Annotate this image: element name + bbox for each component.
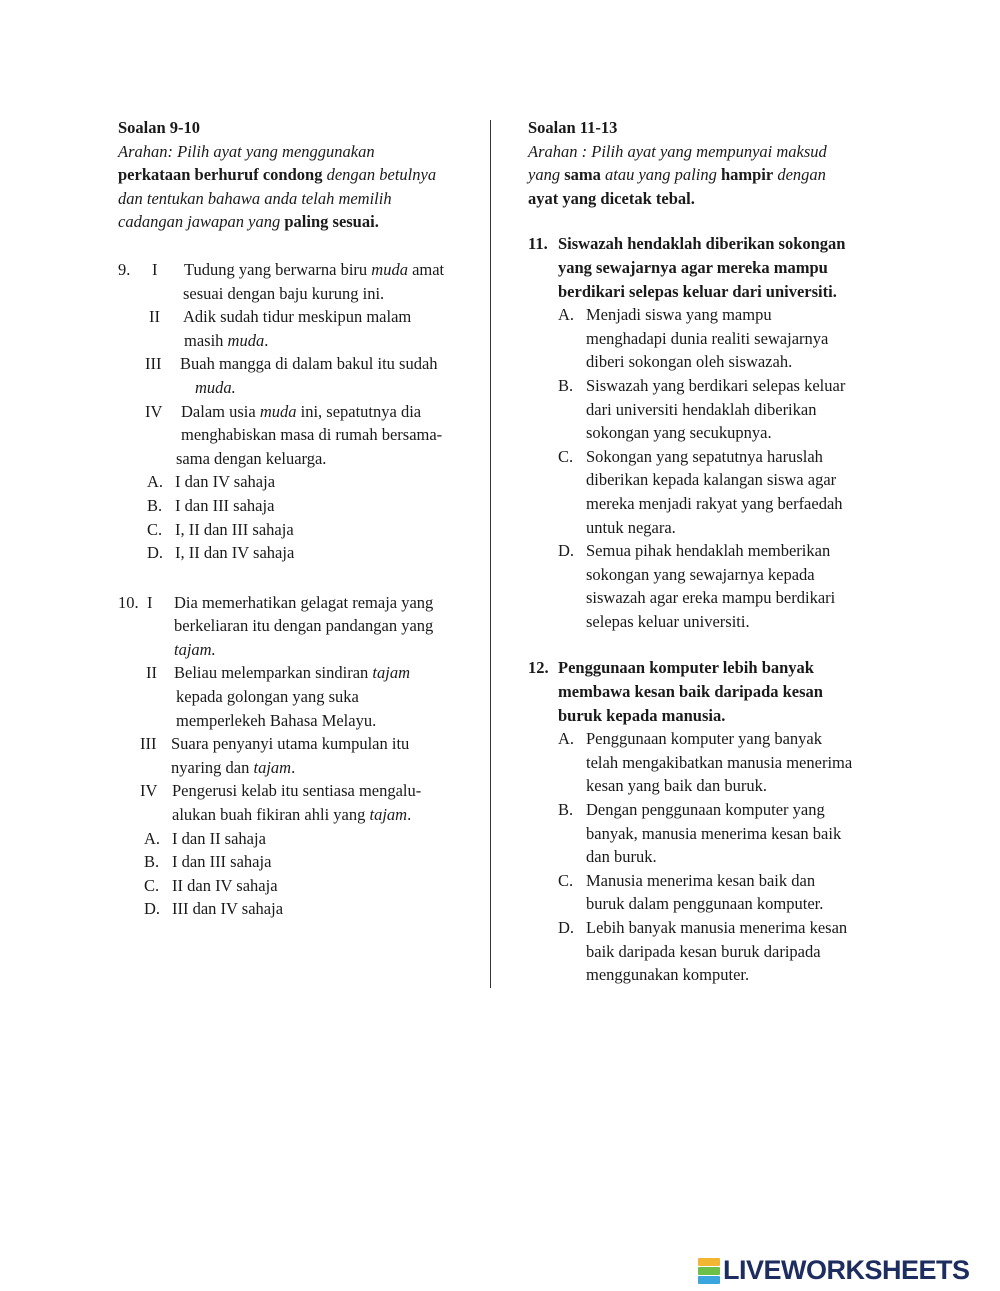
option-letter: C. bbox=[558, 870, 574, 890]
option-text: baik daripada kesan buruk daripada bbox=[586, 941, 821, 961]
option-letter: B. bbox=[147, 495, 163, 515]
column-divider bbox=[490, 120, 491, 988]
option-text: dan buruk. bbox=[586, 847, 657, 867]
option-text: diberikan kepada kalangan siswa agar bbox=[586, 470, 837, 490]
instruction-bold: sama bbox=[564, 165, 601, 185]
roman-numeral: II bbox=[149, 307, 160, 327]
option-letter: B. bbox=[558, 800, 574, 820]
option-text: I dan IV sahaja bbox=[175, 472, 276, 492]
option-text: I dan III sahaja bbox=[175, 495, 275, 515]
answer-option[interactable] bbox=[147, 494, 478, 518]
option-text: buruk dalam penggunaan komputer. bbox=[586, 894, 824, 914]
option-text: I, II dan IV sahaja bbox=[175, 543, 295, 563]
option-text: sokongan yang secukupnya. bbox=[586, 423, 772, 443]
statement-text: sama dengan keluarga. bbox=[176, 448, 327, 468]
instructions bbox=[528, 140, 900, 211]
statement-text: menghabiskan masa di rumah bersama- bbox=[181, 425, 443, 445]
question-stem: Siswazah hendaklah diberikan sokongan bbox=[558, 234, 846, 254]
option-text: banyak, manusia menerima kesan baik bbox=[586, 823, 842, 843]
statement-text: amat bbox=[407, 259, 445, 279]
option-text: selepas keluar universiti. bbox=[586, 611, 750, 631]
question-stem: yang sewajarnya agar mereka mampu bbox=[558, 257, 828, 277]
instruction-bold: hampir bbox=[720, 165, 774, 185]
option-letter: A. bbox=[558, 305, 575, 325]
statement-text: Beliau melemparkan sindiran bbox=[174, 663, 373, 683]
instruction-bold: ayat yang dicetak tebal. bbox=[528, 188, 695, 208]
statement-text: nyaring dan bbox=[171, 757, 254, 777]
question-10 bbox=[118, 591, 478, 921]
question-stem: membawa kesan baik daripada kesan bbox=[558, 682, 823, 702]
left-column bbox=[118, 116, 478, 921]
option-letter: D. bbox=[144, 899, 161, 919]
answer-option[interactable] bbox=[558, 539, 900, 633]
italic-word: muda bbox=[259, 401, 297, 421]
option-text: III dan IV sahaja bbox=[172, 899, 284, 919]
roman-numeral: III bbox=[145, 354, 162, 374]
question-number: 12. bbox=[528, 658, 549, 678]
option-letter: B. bbox=[144, 852, 160, 872]
statement-text: . bbox=[407, 805, 412, 825]
answer-option[interactable] bbox=[144, 850, 478, 874]
instruction-line: Arahan: Pilih ayat yang menggunakan bbox=[118, 141, 375, 161]
instruction-line: dan tentukan bahawa anda telah memilih bbox=[118, 188, 392, 208]
option-text: untuk negara. bbox=[586, 517, 676, 537]
option-text: II dan IV sahaja bbox=[172, 875, 278, 895]
option-letter: D. bbox=[558, 541, 575, 561]
roman-numeral: IV bbox=[140, 781, 158, 801]
statement-text: Dia memerhatikan gelagat remaja yang bbox=[174, 592, 434, 612]
question-number: 11. bbox=[528, 234, 548, 254]
instruction-italic: cadangan jawapan yang bbox=[118, 212, 285, 232]
logo-icon bbox=[698, 1258, 720, 1284]
roman-numeral: I bbox=[152, 259, 158, 279]
option-text: Penggunaan komputer yang banyak bbox=[586, 729, 822, 749]
option-letter: A. bbox=[558, 729, 575, 749]
instruction-bold: perkataan berhuruf condong bbox=[118, 165, 323, 185]
answer-option[interactable] bbox=[558, 303, 900, 374]
answer-option[interactable] bbox=[558, 445, 900, 539]
instruction-bold: paling sesuai. bbox=[284, 212, 379, 232]
option-text: Sokongan yang sepatutnya haruslah bbox=[586, 446, 823, 466]
option-text: diberi sokongan oleh siswazah. bbox=[586, 352, 793, 372]
right-column bbox=[528, 116, 900, 987]
answer-option[interactable] bbox=[558, 727, 900, 798]
option-text: kesan yang baik dan buruk. bbox=[586, 776, 767, 796]
section-heading: Soalan 9-10 bbox=[118, 118, 201, 137]
statement-text: Tudung yang berwarna biru bbox=[184, 259, 372, 279]
question-stem: buruk kepada manusia. bbox=[558, 705, 726, 725]
option-text: Lebih banyak manusia menerima kesan bbox=[586, 918, 848, 937]
option-text: Manusia menerima kesan baik dan bbox=[586, 870, 816, 890]
answer-option[interactable] bbox=[144, 874, 478, 898]
statement-text: memperlekeh Bahasa Melayu. bbox=[176, 710, 377, 730]
option-text: sokongan yang sewajarnya kepada bbox=[586, 564, 815, 584]
statement-text: kepada golongan yang suka bbox=[176, 687, 359, 707]
italic-word: muda bbox=[227, 330, 265, 350]
option-text: dari universiti hendaklah diberikan bbox=[586, 399, 817, 419]
roman-numeral: III bbox=[140, 734, 157, 754]
statement-text: Suara penyanyi utama kumpulan itu bbox=[171, 734, 410, 754]
statement-text: alukan buah fikiran ahli yang bbox=[172, 805, 370, 825]
statement-text: masih bbox=[184, 330, 228, 350]
option-text: Siswazah yang berdikari selepas keluar bbox=[586, 375, 846, 395]
statement-text: Buah mangga di dalam bakul itu sudah bbox=[180, 354, 438, 374]
italic-word: muda bbox=[371, 259, 408, 279]
option-letter: D. bbox=[147, 543, 164, 563]
question-number: 9. bbox=[118, 259, 131, 279]
question-12 bbox=[528, 656, 900, 986]
question-11 bbox=[528, 232, 900, 633]
option-text: menggunakan komputer. bbox=[586, 965, 750, 985]
answer-option[interactable] bbox=[558, 869, 900, 916]
italic-word: tajam bbox=[253, 757, 292, 777]
question-number: 10. bbox=[118, 592, 139, 612]
italic-word: tajam bbox=[372, 663, 410, 683]
statement-text: berkeliaran itu dengan pandangan yang bbox=[174, 616, 434, 636]
question-stem: berdikari selepas keluar dari universiti. bbox=[558, 281, 837, 301]
instruction-italic: dengan bbox=[773, 165, 826, 185]
logo-text: LIVEWORKSHEETS bbox=[723, 1255, 970, 1285]
option-letter: D. bbox=[558, 918, 575, 937]
instruction-italic: dengan betulnya bbox=[322, 165, 437, 185]
statement-text: Pengerusi kelab itu sentiasa mengalu- bbox=[172, 781, 422, 801]
option-text: I, II dan III sahaja bbox=[175, 519, 294, 539]
roman-numeral: IV bbox=[145, 401, 163, 421]
question-9 bbox=[118, 258, 478, 565]
answer-option[interactable] bbox=[144, 897, 478, 921]
question-stem: Penggunaan komputer lebih banyak bbox=[558, 658, 814, 678]
option-text: I dan III sahaja bbox=[172, 852, 272, 872]
instructions bbox=[118, 140, 478, 234]
italic-word: muda. bbox=[195, 377, 236, 397]
option-text: siswazah agar ereka mampu berdikari bbox=[586, 588, 836, 608]
answer-option[interactable] bbox=[558, 798, 900, 869]
italic-word: tajam bbox=[369, 805, 408, 825]
answer-option[interactable] bbox=[558, 916, 900, 987]
instruction-italic: yang bbox=[528, 165, 565, 185]
option-text: telah mengakibatkan manusia menerima bbox=[586, 752, 853, 772]
option-text: menghadapi dunia realiti sewajarnya bbox=[586, 328, 829, 348]
answer-option[interactable] bbox=[147, 541, 478, 565]
statement-text: . bbox=[291, 757, 296, 777]
option-letter: A. bbox=[144, 828, 161, 848]
answer-option[interactable] bbox=[147, 470, 478, 494]
option-letter: C. bbox=[558, 446, 574, 466]
roman-numeral: I bbox=[147, 592, 153, 612]
instruction-italic: atau yang paling bbox=[600, 165, 721, 185]
option-text: Dengan penggunaan komputer yang bbox=[586, 800, 825, 820]
option-letter: A. bbox=[147, 472, 164, 492]
statement-text: Dalam usia bbox=[181, 401, 260, 421]
statement-text: ini, sepatutnya dia bbox=[296, 401, 422, 421]
option-text: I dan II sahaja bbox=[172, 828, 266, 848]
statement-text: Adik sudah tidur meskipun malam bbox=[183, 307, 412, 327]
section-heading: Soalan 11-13 bbox=[528, 118, 618, 137]
instruction-line: Arahan : Pilih ayat yang mempunyai maksud bbox=[528, 141, 827, 161]
answer-option[interactable] bbox=[144, 827, 478, 851]
option-letter: C. bbox=[147, 519, 163, 539]
option-text: Semua pihak hendaklah memberikan bbox=[586, 541, 831, 561]
option-text: Menjadi siswa yang mampu bbox=[586, 305, 772, 325]
answer-option[interactable] bbox=[558, 374, 900, 445]
option-text: mereka menjadi rakyat yang berfaedah bbox=[586, 493, 843, 513]
option-letter: C. bbox=[144, 875, 160, 895]
italic-word: tajam. bbox=[174, 639, 216, 659]
answer-option[interactable] bbox=[147, 518, 478, 542]
roman-numeral: II bbox=[146, 663, 157, 683]
option-letter: B. bbox=[558, 375, 574, 395]
statement-text: sesuai dengan baju kurung ini. bbox=[183, 283, 385, 303]
liveworksheets-logo bbox=[698, 1255, 970, 1286]
statement-text: . bbox=[264, 330, 269, 350]
